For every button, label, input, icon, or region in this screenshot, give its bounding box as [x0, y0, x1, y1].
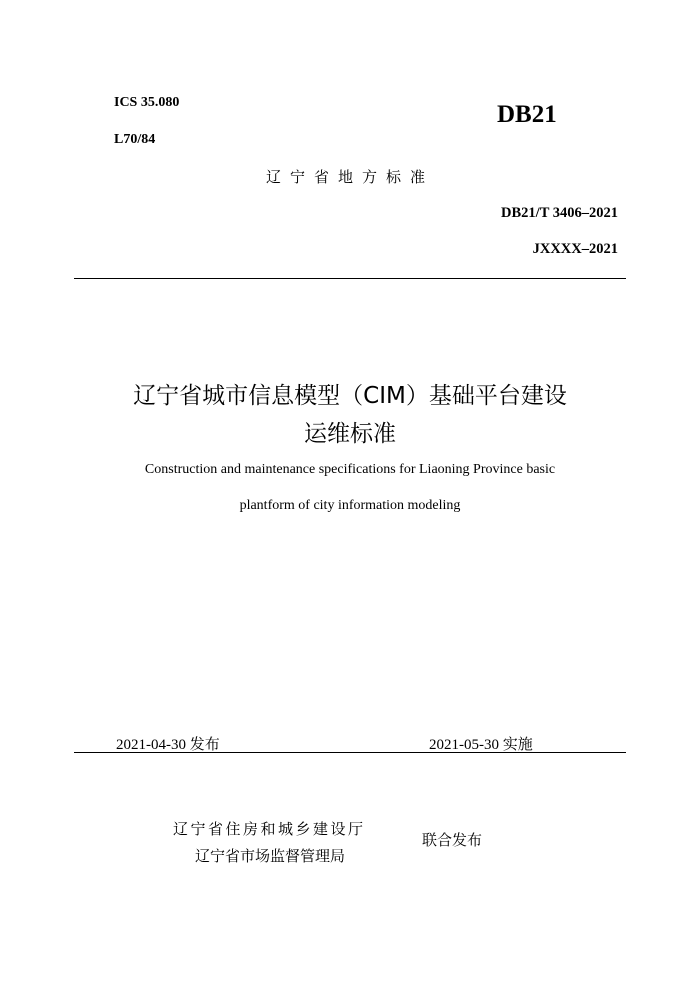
classification-code: L70/84	[114, 132, 156, 147]
title-cn-line2: 运维标准	[304, 421, 396, 447]
title-en-line1: Construction and maintenance specifications for Liaoning Province basic	[144, 462, 556, 477]
issuer-housing-dept: 辽宁省住房和城乡建设厅	[173, 820, 366, 838]
record-number: JXXXX–2021	[532, 241, 618, 257]
title-cn-line1: 辽宁省城市信息模型（CIM）基础平台建设	[133, 383, 567, 409]
standard-type: 辽宁省地方标准	[265, 168, 434, 186]
ics-code: ICS 35.080	[114, 95, 180, 110]
standard-number: DB21/T 3406–2021	[501, 205, 618, 221]
implement-date: 2021-05-30 实施	[429, 737, 533, 753]
db-code: DB21	[497, 101, 557, 128]
top-divider	[74, 278, 626, 279]
bottom-divider	[74, 752, 626, 753]
publish-date: 2021-04-30 发布	[116, 737, 220, 753]
title-en-line2: plantform of city information modeling	[239, 498, 461, 513]
joint-release-label: 联合发布	[422, 831, 483, 849]
issuer-market-bureau: 辽宁省市场监督管理局	[195, 847, 346, 865]
